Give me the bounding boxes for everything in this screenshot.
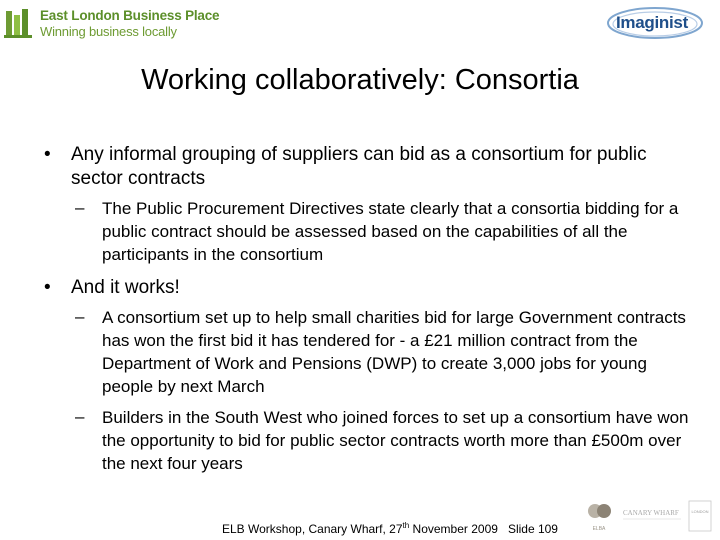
imaginist-wordmark: Imaginist [616, 13, 688, 32]
slide-number: Slide 109 [507, 522, 558, 536]
elba-logo-icon [588, 504, 611, 532]
sub-bullet-2-2-text: Builders in the South West who joined forces to set up a consortium have won the opportunity to bid for public sector contracts worth more than £500m over the next four years [102, 408, 689, 473]
footer-partner-logos [585, 497, 715, 537]
sub-bullet-2-1-text: A consortium set up to help small charities bid for large Government contracts has won the first bid it has tendered for - a £21 million contract from the Department of Work and Pensions (DWP) to create 3,000 jobs for young people by next March [102, 308, 686, 396]
elbp-name: East London Business Place [40, 8, 220, 23]
sub-bullet-2-1-marker: – [75, 307, 85, 326]
elba-logo-label: ELBA [592, 526, 606, 532]
sub-bullet-1-1-text: The Public Procurement Directives state clearly that a consortia bidding for a public contract should be assessed based on the capabilities of all the participants in the consortium [102, 199, 679, 264]
bullet-2-marker: • [44, 277, 51, 298]
slide-title: Working collaboratively: Consortia [141, 64, 579, 96]
elbp-logo-mark-icon [4, 7, 34, 39]
canary-wharf-logo-icon [623, 509, 681, 519]
bullet-2-text: And it works! [71, 277, 180, 298]
sub-bullet-2-2-marker: – [75, 407, 85, 426]
london-logo-label: LONDON [691, 509, 709, 514]
canary-wharf-logo-label: CANARY WHARF [623, 509, 679, 517]
footer-event-prefix: ELB Workshop, Canary Wharf, 27 [222, 522, 403, 536]
elbp-tagline: Winning business locally [40, 24, 177, 39]
bullet-1-text: Any informal grouping of suppliers can bid as a consortium for public sector contracts [71, 144, 647, 189]
footer-date-suffix: th [402, 521, 410, 530]
bullet-1-marker: • [44, 144, 51, 165]
footer-event-suffix: November 2009 [409, 522, 498, 536]
london-logo-icon [689, 501, 711, 531]
imaginist-logo [604, 4, 706, 42]
sub-bullet-1-1-marker: – [75, 198, 85, 217]
east-london-business-place-logo [4, 5, 220, 41]
